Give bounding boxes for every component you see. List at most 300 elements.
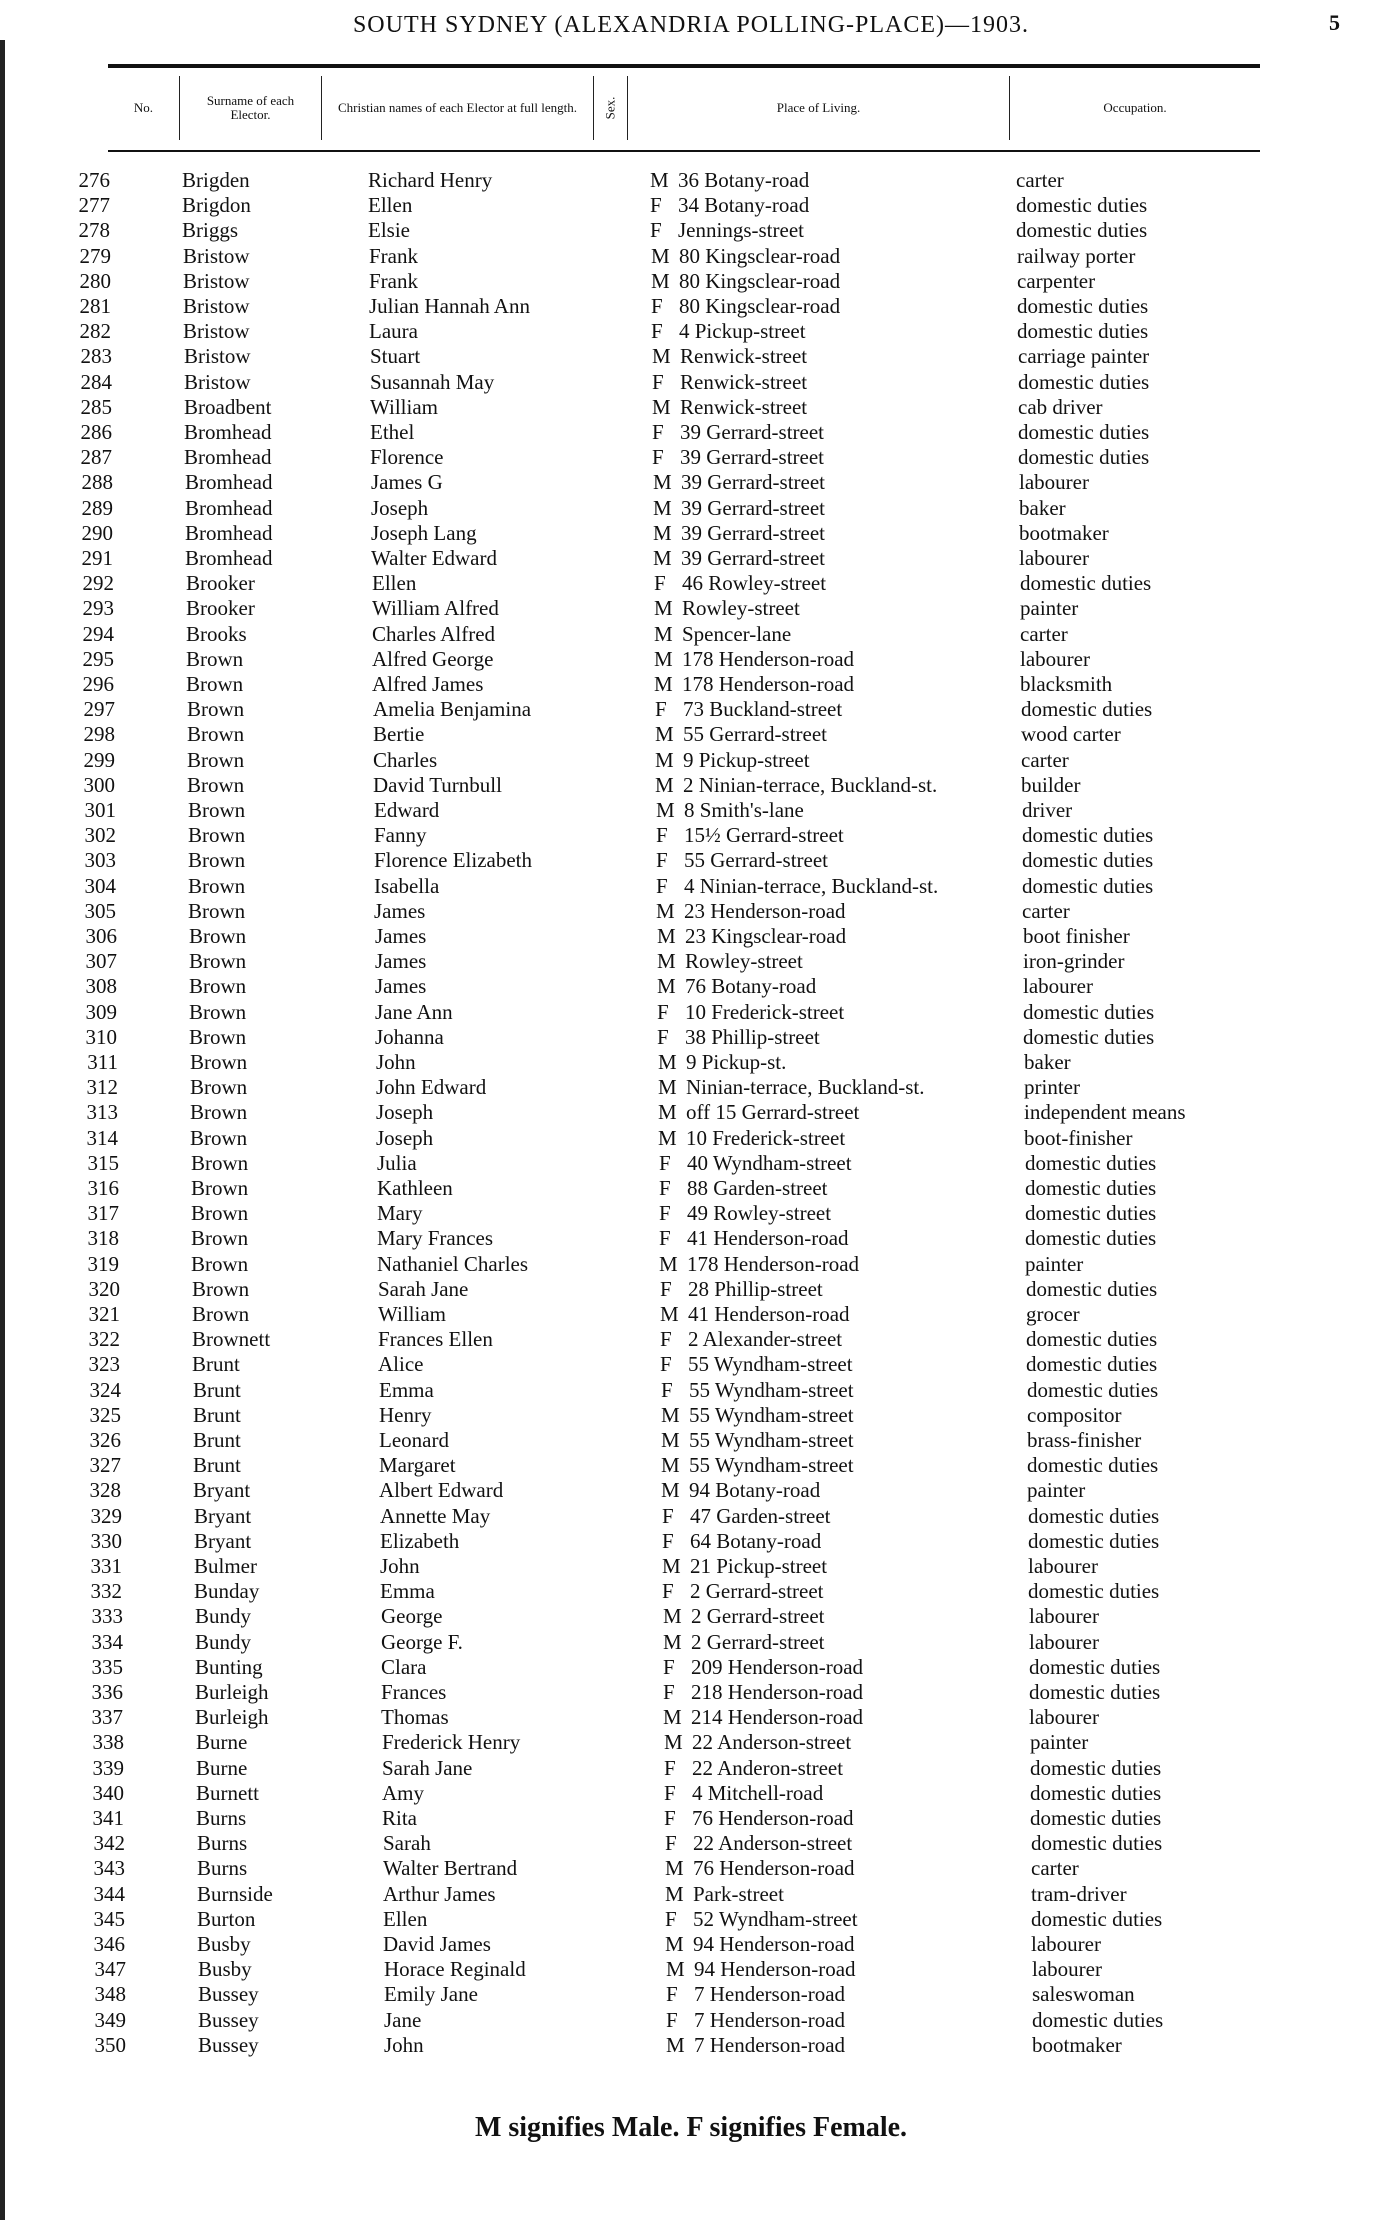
elector-occupation: domestic duties bbox=[1022, 823, 1154, 848]
elector-surname: Bryant bbox=[194, 1528, 252, 1553]
table-row bbox=[0, 773, 1382, 798]
table-row bbox=[0, 1453, 1382, 1478]
elector-number: 279 bbox=[79, 243, 111, 268]
table-row bbox=[0, 1428, 1382, 1453]
elector-sex: M bbox=[656, 798, 675, 822]
elector-occupation: boot-finisher bbox=[1024, 1125, 1133, 1150]
elector-christian-names: Sarah Jane bbox=[382, 1755, 473, 1780]
elector-occupation: carter bbox=[1020, 621, 1068, 646]
table-row bbox=[0, 1403, 1382, 1428]
elector-occupation: carter bbox=[1031, 1856, 1079, 1881]
elector-surname: Brunt bbox=[193, 1377, 241, 1402]
table-row bbox=[0, 1025, 1382, 1050]
elector-place-of-living: 80 Kingsclear-road bbox=[679, 268, 841, 293]
header-occupation: Occupation. bbox=[1103, 100, 1167, 115]
elector-christian-names: Elizabeth bbox=[380, 1528, 460, 1553]
elector-occupation: carriage painter bbox=[1018, 344, 1150, 369]
elector-occupation: domestic duties bbox=[1022, 848, 1154, 873]
elector-surname: Brown bbox=[191, 1251, 249, 1276]
elector-number: 331 bbox=[90, 1554, 122, 1578]
elector-sex: M bbox=[652, 394, 671, 419]
elector-sex: M bbox=[656, 898, 675, 923]
elector-surname: Brigdon bbox=[182, 193, 251, 218]
elector-number: 336 bbox=[91, 1680, 123, 1704]
elector-occupation: domestic duties bbox=[1017, 319, 1149, 344]
elector-sex: F bbox=[663, 1680, 675, 1704]
table-row bbox=[0, 848, 1382, 873]
elector-place-of-living: 7 Henderson-road bbox=[694, 2032, 846, 2057]
elector-surname: Brown bbox=[190, 1100, 248, 1125]
elector-number: 312 bbox=[86, 1075, 118, 1100]
elector-christian-names: Henry bbox=[379, 1402, 432, 1427]
elector-occupation: domestic duties bbox=[1031, 1906, 1163, 1931]
elector-number: 289 bbox=[81, 495, 113, 520]
header-no: No. bbox=[108, 76, 180, 140]
elector-place-of-living: 46 Rowley-street bbox=[682, 571, 827, 596]
elector-number: 320 bbox=[88, 1276, 120, 1301]
elector-place-of-living: 10 Frederick-street bbox=[686, 1125, 846, 1150]
elector-sex: M bbox=[661, 1428, 680, 1452]
elector-sex: M bbox=[659, 1251, 678, 1276]
table-row bbox=[0, 1579, 1382, 1604]
elector-surname: Burnside bbox=[197, 1881, 273, 1906]
elector-number: 278 bbox=[78, 218, 110, 243]
elector-sex: F bbox=[657, 1024, 669, 1049]
elector-christian-names: Julia bbox=[377, 1150, 417, 1175]
elector-christian-names: Mary Frances bbox=[377, 1226, 494, 1251]
table-row bbox=[0, 420, 1382, 445]
elector-sex: M bbox=[662, 1554, 681, 1578]
elector-christian-names: Leonard bbox=[379, 1428, 449, 1452]
elector-number: 334 bbox=[91, 1629, 123, 1654]
elector-sex: M bbox=[655, 722, 674, 747]
elector-place-of-living: 39 Gerrard-street bbox=[680, 420, 825, 444]
elector-occupation: domestic duties bbox=[1018, 369, 1150, 394]
elector-christian-names: David James bbox=[383, 1932, 491, 1956]
elector-number: 344 bbox=[93, 1881, 125, 1906]
elector-sex: M bbox=[660, 1302, 679, 1326]
elector-place-of-living: 55 Gerrard-street bbox=[683, 722, 828, 747]
elector-occupation: baker bbox=[1019, 495, 1066, 520]
elector-surname: Bundy bbox=[195, 1604, 252, 1629]
elector-surname: Bunting bbox=[195, 1654, 263, 1679]
elector-sex: M bbox=[653, 495, 672, 520]
table-header bbox=[108, 64, 1260, 152]
elector-christian-names: Albert Edward bbox=[379, 1478, 504, 1503]
elector-sex: F bbox=[651, 294, 663, 318]
elector-surname: Bussey bbox=[198, 2007, 259, 2032]
elector-christian-names: John bbox=[384, 2032, 424, 2057]
table-row bbox=[0, 874, 1382, 899]
elector-christian-names: George bbox=[381, 1604, 443, 1629]
elector-surname: Burnett bbox=[196, 1780, 259, 1805]
elector-sex: F bbox=[660, 1327, 672, 1352]
elector-christian-names: Ethel bbox=[370, 420, 415, 444]
elector-sex: F bbox=[664, 1755, 676, 1780]
table-row bbox=[0, 496, 1382, 521]
elector-sex: F bbox=[659, 1226, 671, 1251]
table-row bbox=[0, 1126, 1382, 1151]
elector-place-of-living: 76 Botany-road bbox=[685, 974, 817, 999]
elector-sex: F bbox=[654, 571, 666, 596]
elector-christian-names: Frances Ellen bbox=[378, 1327, 493, 1352]
elector-occupation: railway porter bbox=[1017, 243, 1136, 268]
elector-occupation: labourer bbox=[1019, 470, 1089, 495]
elector-occupation: baker bbox=[1024, 1050, 1071, 1074]
header-christian-names: Christian names of each Elector at full length. bbox=[322, 76, 594, 140]
elector-occupation: domestic duties bbox=[1025, 1150, 1157, 1175]
elector-place-of-living: 178 Henderson-road bbox=[687, 1251, 860, 1276]
elector-surname: Burne bbox=[196, 1730, 248, 1755]
elector-surname: Brown bbox=[189, 1024, 247, 1049]
elector-sex: M bbox=[657, 949, 676, 974]
elector-christian-names: George F. bbox=[381, 1629, 463, 1654]
elector-occupation: domestic duties bbox=[1032, 2007, 1164, 2032]
elector-number: 321 bbox=[88, 1302, 120, 1326]
elector-occupation: labourer bbox=[1029, 1604, 1099, 1629]
elector-sex: M bbox=[658, 1125, 677, 1150]
elector-place-of-living: 55 Wyndham-street bbox=[689, 1428, 854, 1452]
elector-sex: M bbox=[650, 168, 669, 192]
elector-occupation: labourer bbox=[1023, 974, 1093, 999]
elector-occupation: compositor bbox=[1027, 1402, 1122, 1427]
elector-place-of-living: 88 Garden-street bbox=[687, 1176, 828, 1200]
elector-christian-names: John bbox=[380, 1554, 420, 1578]
elector-place-of-living: Spencer-lane bbox=[682, 621, 792, 646]
elector-number: 277 bbox=[78, 193, 110, 218]
elector-surname: Bristow bbox=[183, 268, 250, 293]
elector-christian-names: Emma bbox=[380, 1579, 435, 1604]
elector-christian-names: Frederick Henry bbox=[382, 1730, 521, 1755]
elector-surname: Brown bbox=[189, 949, 247, 974]
elector-christian-names: Florence bbox=[370, 445, 444, 470]
elector-occupation: carter bbox=[1022, 898, 1070, 923]
elector-number: 306 bbox=[85, 924, 117, 948]
elector-surname: Brownett bbox=[192, 1327, 271, 1352]
elector-christian-names: Edward bbox=[374, 798, 440, 822]
elector-christian-names: Elsie bbox=[368, 218, 410, 243]
elector-number: 299 bbox=[83, 747, 115, 772]
elector-occupation: tram-driver bbox=[1031, 1881, 1127, 1906]
elector-christian-names: Johanna bbox=[375, 1024, 444, 1049]
elector-sex: F bbox=[662, 1528, 674, 1553]
elector-surname: Burns bbox=[196, 1806, 247, 1830]
elector-surname: Brown bbox=[188, 848, 246, 873]
elector-occupation: bootmaker bbox=[1019, 520, 1109, 545]
elector-sex: M bbox=[661, 1478, 680, 1503]
elector-sex: F bbox=[659, 1150, 671, 1175]
elector-sex: M bbox=[661, 1402, 680, 1427]
elector-place-of-living: 28 Phillip-street bbox=[688, 1276, 823, 1301]
elector-surname: Brown bbox=[191, 1150, 249, 1175]
table-row bbox=[0, 1327, 1382, 1352]
elector-christian-names: Amelia Benjamina bbox=[373, 697, 532, 722]
elector-place-of-living: 94 Botany-road bbox=[689, 1478, 821, 1503]
table-row bbox=[0, 395, 1382, 420]
elector-sex: M bbox=[658, 1075, 677, 1100]
table-row bbox=[0, 470, 1382, 495]
elector-occupation: brass-finisher bbox=[1027, 1428, 1142, 1452]
elector-number: 302 bbox=[84, 823, 116, 848]
elector-occupation: domestic duties bbox=[1026, 1352, 1158, 1377]
table-row bbox=[0, 722, 1382, 747]
elector-sex: F bbox=[650, 193, 662, 218]
elector-place-of-living: Jennings-street bbox=[678, 218, 804, 243]
elector-number: 291 bbox=[81, 546, 113, 570]
elector-sex: M bbox=[663, 1629, 682, 1654]
table-row bbox=[0, 1831, 1382, 1856]
elector-place-of-living: 49 Rowley-street bbox=[687, 1201, 832, 1226]
elector-sex: F bbox=[664, 1806, 676, 1830]
elector-christian-names: Arthur James bbox=[383, 1881, 496, 1906]
elector-place-of-living: 40 Wyndham-street bbox=[687, 1150, 852, 1175]
elector-number: 300 bbox=[83, 772, 115, 797]
elector-surname: Brown bbox=[190, 1075, 248, 1100]
elector-occupation: carpenter bbox=[1017, 268, 1096, 293]
table-row bbox=[0, 1932, 1382, 1957]
elector-christian-names: Margaret bbox=[379, 1453, 456, 1478]
elector-occupation: domestic duties bbox=[1018, 445, 1150, 470]
elector-sex: F bbox=[666, 2007, 678, 2032]
elector-number: 310 bbox=[85, 1024, 117, 1049]
elector-number: 317 bbox=[87, 1201, 119, 1226]
elector-christian-names: Joseph bbox=[371, 495, 429, 520]
elector-sex: M bbox=[653, 520, 672, 545]
elector-number: 348 bbox=[94, 1982, 126, 2007]
elector-place-of-living: 39 Gerrard-street bbox=[681, 546, 826, 570]
elector-christian-names: William bbox=[378, 1302, 446, 1326]
elector-place-of-living: Renwick-street bbox=[680, 344, 808, 369]
elector-christian-names: Joseph bbox=[376, 1100, 434, 1125]
elector-place-of-living: 8 Smith's-lane bbox=[684, 798, 804, 822]
elector-number: 318 bbox=[87, 1226, 119, 1251]
elector-sex: M bbox=[665, 1881, 684, 1906]
elector-place-of-living: 94 Henderson-road bbox=[694, 1957, 856, 1982]
elector-number: 335 bbox=[91, 1654, 123, 1679]
elector-surname: Brooker bbox=[186, 571, 255, 596]
elector-christian-names: Julian Hannah Ann bbox=[369, 294, 530, 318]
elector-surname: Busby bbox=[198, 1957, 252, 1982]
table-row bbox=[0, 697, 1382, 722]
elector-number: 327 bbox=[89, 1453, 121, 1478]
elector-place-of-living: 41 Henderson-road bbox=[688, 1302, 850, 1326]
table-row bbox=[0, 1000, 1382, 1025]
elector-occupation: domestic duties bbox=[1016, 218, 1148, 243]
table-row bbox=[0, 1554, 1382, 1579]
elector-number: 322 bbox=[88, 1327, 120, 1352]
elector-christian-names: Horace Reginald bbox=[384, 1957, 526, 1982]
elector-surname: Brown bbox=[189, 999, 247, 1024]
elector-number: 332 bbox=[90, 1579, 122, 1604]
elector-number: 329 bbox=[90, 1503, 122, 1528]
elector-sex: F bbox=[659, 1201, 671, 1226]
elector-christian-names: Amy bbox=[382, 1780, 424, 1805]
elector-occupation: domestic duties bbox=[1028, 1503, 1160, 1528]
elector-place-of-living: 73 Buckland-street bbox=[683, 697, 843, 722]
table-row bbox=[0, 546, 1382, 571]
elector-place-of-living: 2 Gerrard-street bbox=[691, 1629, 825, 1654]
table-row bbox=[0, 1781, 1382, 1806]
elector-occupation: domestic duties bbox=[1030, 1780, 1162, 1805]
elector-place-of-living: 2 Gerrard-street bbox=[690, 1579, 824, 1604]
elector-number: 350 bbox=[94, 2032, 126, 2057]
elector-place-of-living: 9 Pickup-street bbox=[683, 747, 810, 772]
elector-surname: Brown bbox=[189, 974, 247, 999]
table-row bbox=[0, 1226, 1382, 1251]
elector-surname: Brown bbox=[187, 772, 245, 797]
elector-occupation: domestic duties bbox=[1027, 1453, 1159, 1478]
elector-number: 298 bbox=[83, 722, 115, 747]
elector-christian-names: James bbox=[374, 898, 426, 923]
elector-occupation: labourer bbox=[1029, 1629, 1099, 1654]
elector-occupation: domestic duties bbox=[1021, 697, 1153, 722]
elector-christian-names: Bertie bbox=[373, 722, 425, 747]
table-row bbox=[0, 1529, 1382, 1554]
elector-number: 341 bbox=[92, 1806, 124, 1830]
elector-place-of-living: Renwick-street bbox=[680, 369, 808, 394]
table-row bbox=[0, 1201, 1382, 1226]
elector-sex: F bbox=[663, 1654, 675, 1679]
elector-number: 319 bbox=[87, 1251, 119, 1276]
elector-surname: Bromhead bbox=[185, 495, 273, 520]
elector-surname: Bromhead bbox=[184, 445, 272, 470]
elector-occupation: domestic duties bbox=[1023, 999, 1155, 1024]
elector-place-of-living: 22 Anderon-street bbox=[692, 1755, 844, 1780]
elector-sex: F bbox=[652, 420, 664, 444]
elector-surname: Bunday bbox=[194, 1579, 260, 1604]
elector-surname: Bristow bbox=[183, 243, 250, 268]
elector-occupation: domestic duties bbox=[1027, 1377, 1159, 1402]
elector-surname: Brown bbox=[188, 798, 246, 822]
elector-sex: F bbox=[657, 999, 669, 1024]
elector-occupation: independent means bbox=[1024, 1100, 1186, 1125]
elector-surname: Bromhead bbox=[184, 420, 272, 444]
elector-christian-names: James bbox=[375, 974, 427, 999]
elector-number: 305 bbox=[84, 898, 116, 923]
elector-surname: Bristow bbox=[184, 344, 251, 369]
elector-christian-names: James G bbox=[371, 470, 443, 495]
elector-sex: F bbox=[661, 1377, 673, 1402]
elector-christian-names: James bbox=[375, 949, 427, 974]
table-row bbox=[0, 344, 1382, 369]
elector-number: 313 bbox=[86, 1100, 118, 1125]
elector-place-of-living: 76 Henderson-road bbox=[693, 1856, 855, 1881]
elector-christian-names: Nathaniel Charles bbox=[377, 1251, 529, 1276]
elector-number: 304 bbox=[84, 873, 116, 898]
elector-surname: Burton bbox=[197, 1906, 256, 1931]
table-row bbox=[0, 1604, 1382, 1629]
elector-christian-names: William bbox=[370, 394, 438, 419]
elector-place-of-living: 55 Wyndham-street bbox=[689, 1377, 854, 1402]
elector-sex: M bbox=[661, 1453, 680, 1478]
elector-place-of-living: 15½ Gerrard-street bbox=[684, 823, 844, 848]
elector-place-of-living: 39 Gerrard-street bbox=[681, 495, 826, 520]
table-row bbox=[0, 1680, 1382, 1705]
table-row bbox=[0, 2033, 1382, 2058]
elector-number: 280 bbox=[79, 268, 111, 293]
elector-number: 347 bbox=[94, 1957, 126, 1982]
table-row bbox=[0, 244, 1382, 269]
elector-sex: M bbox=[665, 1932, 684, 1956]
elector-sex: M bbox=[657, 974, 676, 999]
elector-number: 287 bbox=[80, 445, 112, 470]
elector-surname: Bromhead bbox=[185, 470, 273, 495]
elector-sex: M bbox=[651, 243, 670, 268]
elector-place-of-living: 36 Botany-road bbox=[678, 168, 810, 192]
elector-place-of-living: Ninian-terrace, Buckland-st. bbox=[686, 1075, 925, 1100]
table-row bbox=[0, 1352, 1382, 1377]
elector-christian-names: Stuart bbox=[370, 344, 421, 369]
elector-number: 311 bbox=[87, 1050, 118, 1074]
elector-number: 285 bbox=[80, 394, 112, 419]
elector-surname: Brown bbox=[190, 1050, 248, 1074]
elector-number: 337 bbox=[91, 1705, 123, 1730]
elector-place-of-living: 23 Kingsclear-road bbox=[685, 924, 847, 948]
elector-place-of-living: 2 Alexander-street bbox=[688, 1327, 843, 1352]
elector-surname: Burns bbox=[197, 1831, 248, 1856]
elector-number: 292 bbox=[82, 571, 114, 596]
table-row bbox=[0, 1856, 1382, 1881]
elector-occupation: painter bbox=[1020, 596, 1079, 621]
elector-sex: M bbox=[653, 470, 672, 495]
elector-sex: M bbox=[653, 546, 672, 570]
elector-christian-names: Emily Jane bbox=[384, 1982, 478, 2007]
table-row bbox=[0, 647, 1382, 672]
elector-occupation: domestic duties bbox=[1025, 1176, 1157, 1200]
elector-occupation: cab driver bbox=[1018, 394, 1103, 419]
elector-surname: Bryant bbox=[193, 1478, 251, 1503]
elector-place-of-living: 4 Mitchell-road bbox=[692, 1780, 824, 1805]
elector-christian-names: Emma bbox=[379, 1377, 434, 1402]
elector-number: 342 bbox=[93, 1831, 125, 1856]
elector-number: 345 bbox=[93, 1906, 125, 1931]
elector-surname: Bulmer bbox=[194, 1554, 257, 1578]
elector-number: 282 bbox=[79, 319, 111, 344]
elector-place-of-living: 80 Kingsclear-road bbox=[679, 243, 841, 268]
elector-number: 301 bbox=[84, 798, 116, 822]
elector-occupation: labourer bbox=[1019, 546, 1089, 570]
elector-sex: M bbox=[654, 646, 673, 671]
elector-occupation: domestic duties bbox=[1025, 1226, 1157, 1251]
table-row bbox=[0, 1806, 1382, 1831]
table-row bbox=[0, 974, 1382, 999]
elector-occupation: driver bbox=[1022, 798, 1073, 822]
elector-place-of-living: off 15 Gerrard-street bbox=[686, 1100, 860, 1125]
elector-place-of-living: 64 Botany-road bbox=[690, 1528, 822, 1553]
elector-number: 314 bbox=[86, 1125, 118, 1150]
elector-surname: Brown bbox=[192, 1302, 250, 1326]
elector-sex: F bbox=[662, 1503, 674, 1528]
elector-surname: Bromhead bbox=[185, 546, 273, 570]
elector-christian-names: Richard Henry bbox=[368, 168, 493, 192]
elector-surname: Brooks bbox=[186, 621, 247, 646]
elector-number: 316 bbox=[87, 1176, 119, 1200]
elector-sex: F bbox=[655, 697, 667, 722]
elector-surname: Burleigh bbox=[195, 1680, 269, 1704]
elector-number: 340 bbox=[92, 1780, 124, 1805]
elector-number: 324 bbox=[89, 1377, 121, 1402]
elector-number: 294 bbox=[82, 621, 114, 646]
elector-place-of-living: Rowley-street bbox=[682, 596, 800, 621]
elector-occupation: domestic duties bbox=[1031, 1831, 1163, 1856]
elector-christian-names: John bbox=[376, 1050, 416, 1074]
elector-place-of-living: 55 Wyndham-street bbox=[689, 1453, 854, 1478]
elector-sex: F bbox=[656, 873, 668, 898]
table-row bbox=[0, 924, 1382, 949]
elector-place-of-living: 218 Henderson-road bbox=[691, 1680, 864, 1704]
table-row bbox=[0, 319, 1382, 344]
table-row bbox=[0, 193, 1382, 218]
